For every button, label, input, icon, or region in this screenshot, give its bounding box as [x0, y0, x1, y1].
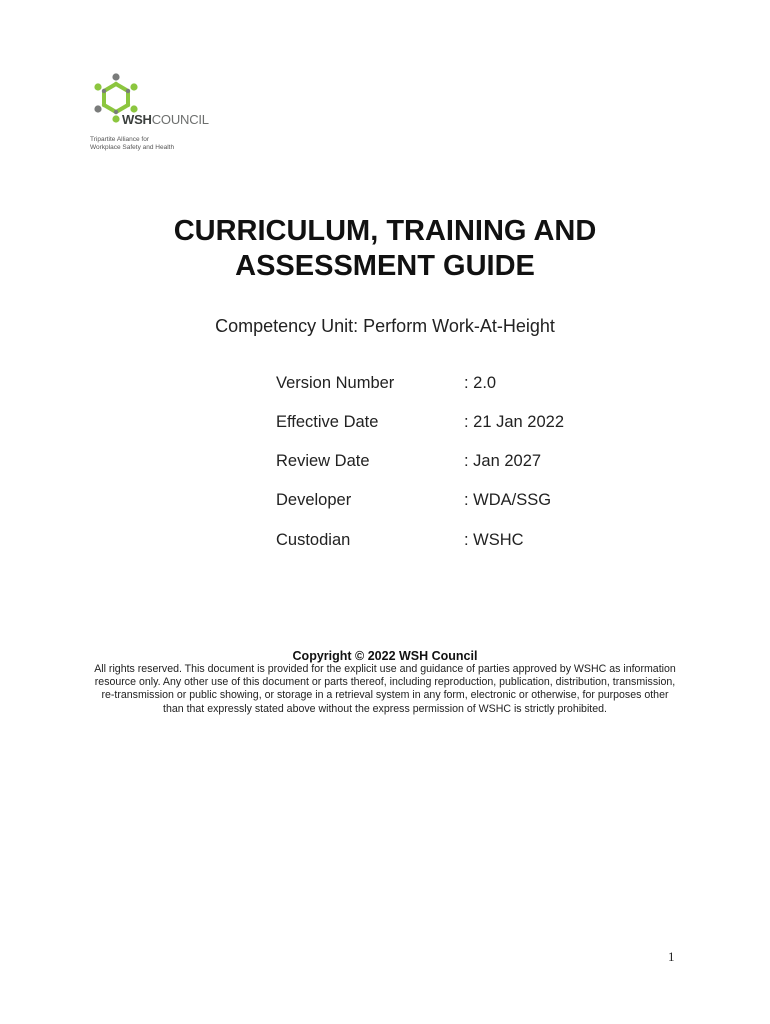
detail-value: : 2.0 [464, 374, 497, 392]
detail-label: Effective Date [276, 413, 379, 431]
logo-tagline-line1: Tripartite Alliance for [90, 136, 150, 143]
detail-row-effective-date [276, 413, 636, 437]
logo-wordmark-light: COUNCIL [151, 112, 209, 127]
detail-row-custodian [276, 531, 636, 555]
detail-row-version [276, 374, 636, 398]
detail-row-developer [276, 491, 636, 515]
detail-row-review-date [276, 452, 636, 476]
detail-value: : WSHC [464, 531, 524, 549]
document-title-line2: ASSESSMENT GUIDE [235, 250, 535, 282]
detail-label: Version Number [276, 374, 395, 392]
wsh-council-logo [86, 72, 256, 156]
copyright-notice: All rights reserved. This document is provided for the explicit use and guidance of parties approved by WSHC as information resource only. Any other use of this document or parts thereof, including reproduction, publication, distribution, transmission, re-transmission or public showing, or storage in a retrieval system in any form, electronic or otherwise, for purposes other than that expressly stated above without the express permission of WSHC is strictly prohibited. [94, 663, 676, 715]
detail-label: Developer [276, 491, 352, 509]
logo-wordmark [122, 112, 209, 127]
document-title-line1: CURRICULUM, TRAINING AND [173, 215, 597, 247]
detail-value: : Jan 2027 [464, 452, 542, 470]
detail-value: : WDA/SSG [464, 491, 552, 509]
logo-tagline [90, 136, 174, 152]
logo-tagline-line2: Workplace Safety and Health [90, 144, 175, 151]
detail-label: Custodian [276, 531, 351, 549]
detail-label: Review Date [276, 452, 370, 470]
page-number: 1 [668, 949, 675, 964]
logo-wordmark-bold: WSH [122, 112, 152, 127]
competency-unit-subtitle: Competency Unit: Perform Work-At-Height [215, 316, 555, 336]
document-title [0, 214, 770, 284]
copyright-heading: Copyright © 2022 WSH Council [292, 649, 478, 663]
detail-value: : 21 Jan 2022 [464, 413, 564, 431]
